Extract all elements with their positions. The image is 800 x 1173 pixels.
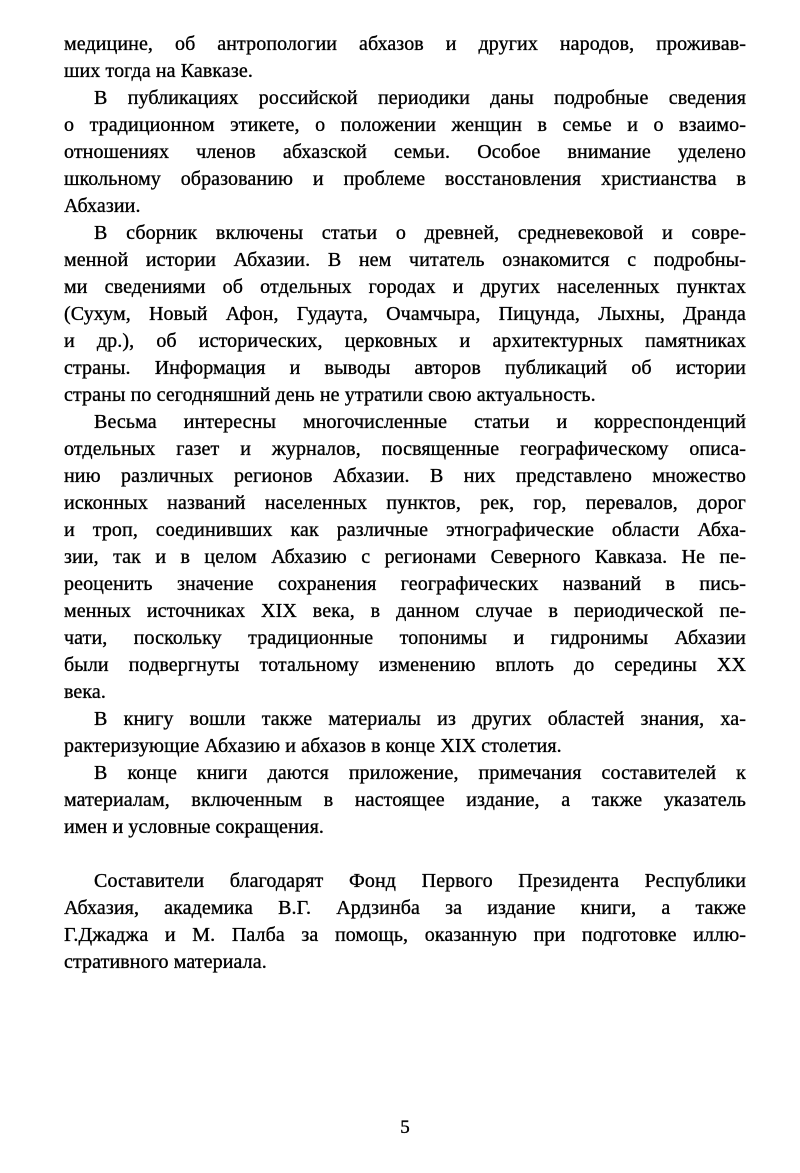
paragraph xyxy=(64,85,746,220)
text-line: рактеризующие Абхазию и абхазов в конце XIX столетия. xyxy=(64,735,562,757)
text-line: школьному образованию и проблеме восстановления христианства в xyxy=(64,168,746,190)
text-line: стративного материала. xyxy=(64,951,267,973)
text-line: В сборник включены статьи о древней, средневековой и совре- xyxy=(94,222,746,244)
text-line: имен и условные сокращения. xyxy=(64,816,325,838)
text-line: менной истории Абхазии. В нем читатель ознакомится с подробны- xyxy=(64,249,746,271)
paragraph xyxy=(64,868,746,976)
text-line: нию различных регионов Абхазии. В них представлено множество xyxy=(64,465,746,487)
text-line: Абхазии. xyxy=(64,195,141,217)
text-line: медицине, об антропологии абхазов и других народов, проживав- xyxy=(64,33,746,55)
text-line: Составители благодарят Фонд Первого Президента Республики xyxy=(94,870,746,892)
text-line: материалам, включенным в настоящее издание, а также указатель xyxy=(64,789,746,811)
paragraph xyxy=(64,31,746,85)
text-line: чати, поскольку традиционные топонимы и гидронимы Абхазии xyxy=(64,627,746,649)
text-line: исконных названий населенных пунктов, рек, гор, перевалов, дорог xyxy=(64,492,746,514)
body-text-block xyxy=(64,31,746,976)
text-line: зии, так и в целом Абхазию с регионами Северного Кавказа. Не пе- xyxy=(64,546,746,568)
text-line: В книгу вошли также материалы из других областей знания, ха- xyxy=(94,708,746,730)
text-line: века. xyxy=(64,681,106,703)
text-line: Весьма интересны многочисленные статьи и корреспонденций xyxy=(94,411,746,433)
text-line: (Сухум, Новый Афон, Гудаута, Очамчыра, Пицунда, Лыхны, Дранда xyxy=(64,303,746,325)
text-line: и др.), об исторических, церковных и архитектурных памятниках xyxy=(64,330,746,352)
paragraph xyxy=(64,220,746,409)
text-line: Абхазия, академика В.Г. Ардзинба за издание книги, а также xyxy=(64,897,746,919)
text-line: о традиционном этикете, о положении женщин в семье и о взаимо- xyxy=(64,114,746,136)
text-line: страны. Информация и выводы авторов публикаций об истории xyxy=(64,357,746,379)
text-line: В публикациях российской периодики даны подробные сведения xyxy=(94,87,746,109)
text-line: менных источниках XIX века, в данном случае в периодической пе- xyxy=(64,600,746,622)
text-line: ми сведениями об отдельных городах и других населенных пунктах xyxy=(64,276,746,298)
text-line: реоценить значение сохранения географических названий в пись- xyxy=(64,573,746,595)
text-line: страны по сегодняшний день не утратили свою актуальность. xyxy=(64,384,596,406)
paragraph xyxy=(64,706,746,760)
text-line: отношениях членов абхазской семьи. Особое внимание уделено xyxy=(64,141,746,163)
paragraph xyxy=(64,760,746,841)
paragraph xyxy=(64,409,746,706)
text-line: ших тогда на Кавказе. xyxy=(64,60,253,82)
text-line: отдельных газет и журналов, посвященные географическому описа- xyxy=(64,438,746,460)
text-line: и троп, соединивших как различные этнографические области Абха- xyxy=(64,519,746,541)
text-line: В конце книги даются приложение, примечания составителей к xyxy=(94,762,746,784)
text-line: Г.Джаджа и М. Палба за помощь, оказанную при подготовке иллю- xyxy=(64,924,746,946)
text-line: были подвергнуты тотальному изменению вплоть до середины XX xyxy=(64,654,746,676)
page-number: 5 xyxy=(400,1117,410,1138)
